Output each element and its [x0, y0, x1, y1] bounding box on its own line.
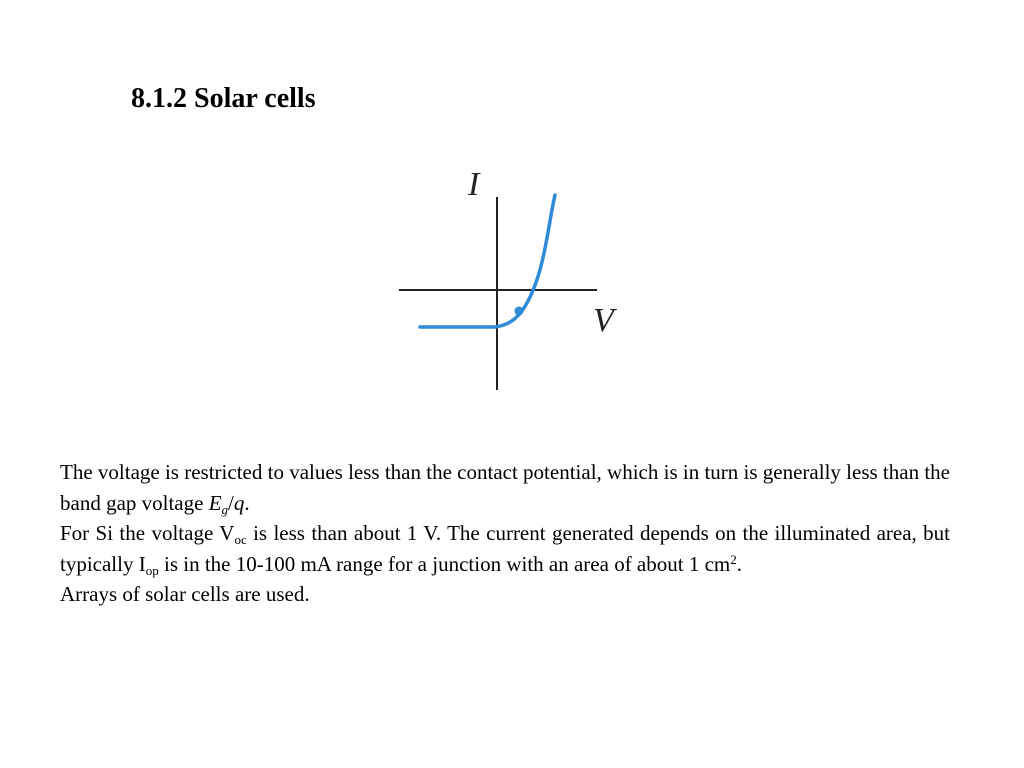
paragraph-arrays: Arrays of solar cells are used.	[60, 582, 310, 606]
iv-curve	[420, 195, 555, 327]
paragraph1-end: .	[244, 490, 250, 515]
paragraph2-part1: For Si the voltage V	[60, 521, 235, 545]
current-axis-label: I	[468, 166, 480, 203]
voltage-axis-label: V	[593, 302, 614, 339]
paragraph2-end: .	[736, 551, 742, 576]
iop-subscript: op	[145, 562, 159, 578]
voc-subscript: oc	[234, 532, 247, 547]
paragraph1-text: The voltage is restricted to values less than the contact potential, which is in turn is generally less than the band gap voltage	[60, 460, 950, 515]
slide-title: 8.1.2 Solar cells	[131, 83, 316, 114]
paragraph-si-voltage	[60, 518, 950, 579]
paragraph-voltage-limit	[60, 457, 950, 518]
paragraph2-part3: is in the 10-100 mA range for a junction with an area of about 1 cm	[158, 551, 731, 576]
band-gap-symbol	[209, 491, 228, 515]
iv-curve-figure	[385, 165, 635, 400]
eg-subscript: g	[221, 501, 229, 517]
slash: /	[228, 490, 234, 515]
charge-symbol: q	[233, 490, 245, 515]
paragraph2-part2: is less than about 1 V. The current generated depends on the illuminated area, but typically I	[60, 521, 950, 576]
cm-superscript: 2	[730, 551, 737, 567]
body-text	[60, 457, 950, 610]
operating-point	[515, 307, 524, 316]
eg-main: E	[208, 490, 222, 515]
